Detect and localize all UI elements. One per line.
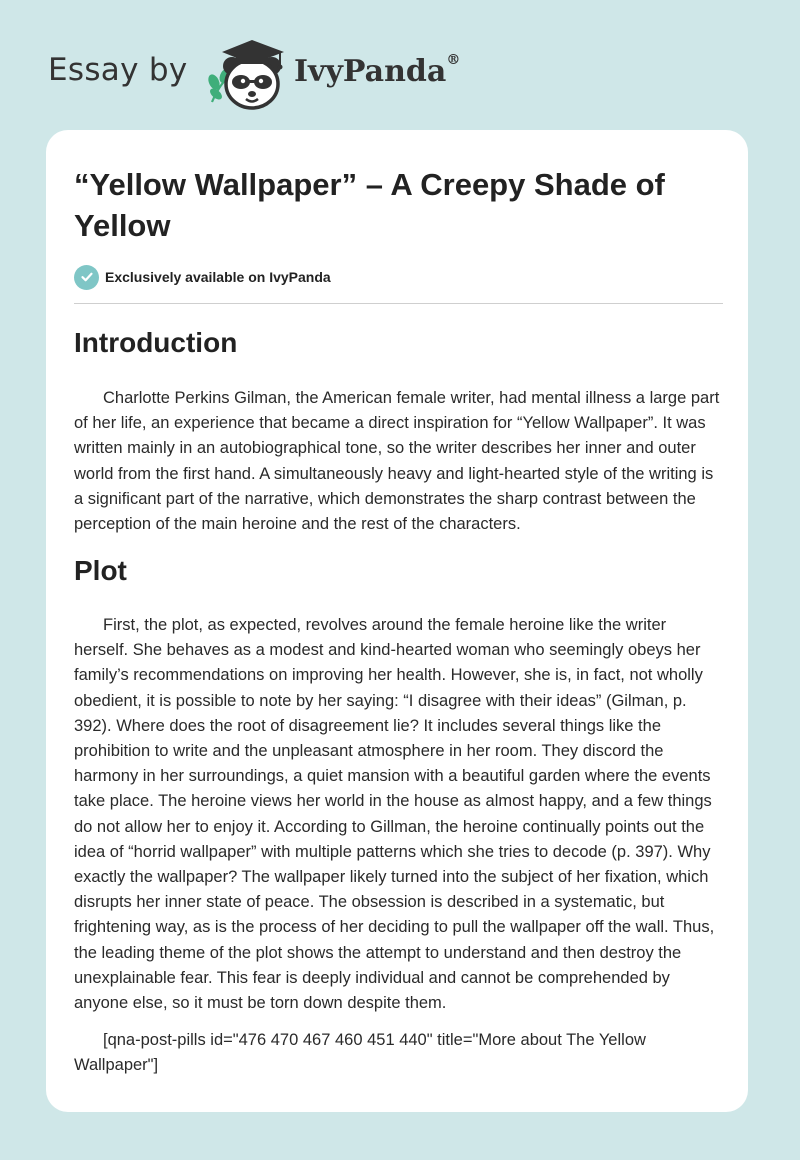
- registered-mark: ®: [446, 52, 461, 68]
- section-heading-introduction: Introduction: [74, 327, 238, 358]
- article-card: [46, 130, 748, 1112]
- paragraph-plot: First, the plot, as expected, revolves around the female heroine like the writer herself. She behaves as a modest and kind-hearted woman who seemingly obeys her family’s recommendations on improving her health. However, she is, in fact, not wholly obedient, it is possible to note by her saying: “I disagree with their ideas” (Gilman, p. 392). Where does the root of disagreement lie? It includes several things like the prohibition to write and the unpleasant atmosphere in her room. They discord the harmony in her surroundings, a quiet mansion with a beautiful garden where the events take place. The heroine views her world in the house as almost happy, and a few things do not allow her to enjoy it. According to Gillman, the heroine continually points out the idea of “horrid wallpaper” with multiple patterns which she tries to decode (p. 397). Why exactly the wallpaper? The wallpaper likely turned into the subject of her fixation, which disrupts her inner state of peace. The obsession is described in a systematic, but frightening way, as is the process of her deciding to pull the wallpaper off the wall. Thus, the leading theme of the plot shows the attempt to understand and then destroy the unexplainable fear. This fear is deeply individual and cannot be comprehended by anyone else, so it must be torn down despite them.: [74, 616, 715, 1013]
- badge-text: Exclusively available on IvyPanda: [105, 269, 331, 285]
- qna-post-pills-shortcode: [qna-post-pills id="476 470 467 460 451 440" title="More about The Yellow Wallpaper"]: [74, 1031, 646, 1075]
- brand-prefix: Essay by: [48, 52, 188, 88]
- exclusive-badge: [74, 264, 331, 290]
- panda-graduate-icon[interactable]: [202, 36, 294, 112]
- site-header: [48, 30, 508, 110]
- article-title: “Yellow Wallpaper” – A Creepy Shade of Yellow: [74, 167, 665, 243]
- brand-name[interactable]: IvyPanda®: [294, 52, 461, 89]
- paragraph-introduction: Charlotte Perkins Gilman, the American female writer, had mental illness a large part of her life, an experience that became a direct inspiration for “Yellow Wallpaper”. It was written mainly in an autobiographical tone, so the writer describes her inner and outer world from the first hand. A simultaneously heavy and light-hearted style of the writing is a significant part of the narrative, which demonstrates the sharp contrast between the perception of the main heroine and the rest of the characters.: [74, 389, 720, 534]
- divider: [74, 303, 723, 304]
- check-circle-icon: [74, 265, 99, 290]
- section-heading-plot: Plot: [74, 555, 127, 586]
